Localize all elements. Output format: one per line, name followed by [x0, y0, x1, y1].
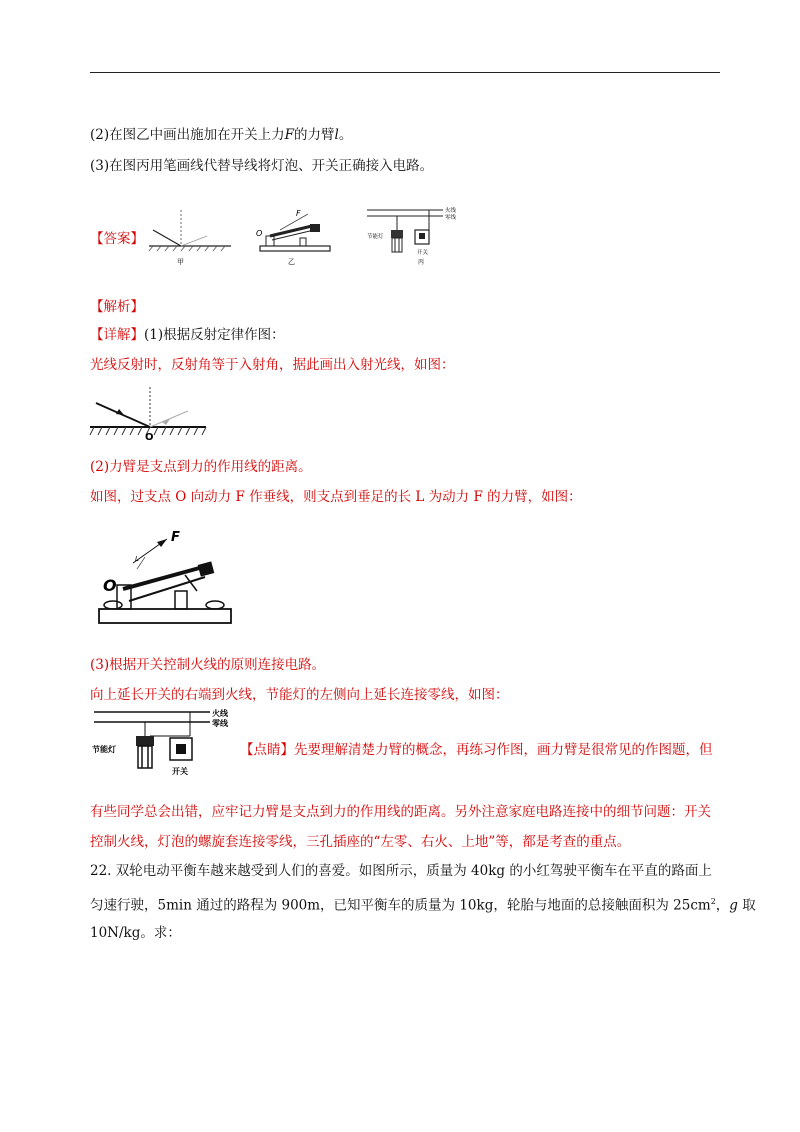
- lever-L-label: L: [135, 555, 139, 563]
- analysis-label: 【解析】: [90, 299, 144, 315]
- q22-area-exponent: 2: [710, 897, 716, 906]
- detail-2-explanation: 如图，过支点 O 向动力 F 作垂线，则支点到垂足的长 L 为动力 F 的力臂，如图：: [90, 489, 582, 505]
- answer-yi-caption: 乙: [288, 258, 295, 266]
- tip-text-1: 先要理解清楚力臂的概念，再练习作图，画力臂是很常见的作图题，但: [294, 742, 713, 758]
- detail-label: 【详解】: [90, 327, 144, 343]
- q2-text: (2)在图乙中画出施加在开关上力: [90, 127, 285, 143]
- question-part-3: (3)在图丙用笔画线代替导线将灯泡、开关正确接入电路。: [90, 158, 434, 174]
- q22-line-3: 10N/kg。求：: [90, 925, 181, 941]
- detail-3-explanation: 向上延长开关的右端到火线，节能灯的左侧向上延长连接零线，如图：: [90, 687, 509, 703]
- circuit-figure: [90, 706, 240, 782]
- detail-2-text: (2)力臂是支点到力的作用线的距离。: [90, 459, 312, 475]
- reflection-O-label: O: [145, 432, 154, 441]
- answer-figure-bing: [365, 204, 469, 268]
- answer-jia-caption: 甲: [177, 258, 184, 266]
- lever-F-label: F: [171, 530, 180, 545]
- circuit-switch-label: 开关: [172, 767, 188, 776]
- answer-yi-F: F: [296, 209, 301, 218]
- tip-label: 【点睛】: [240, 742, 294, 758]
- header-rule: [90, 72, 720, 73]
- circuit-huoxian-label: 火线: [212, 709, 228, 718]
- detail-1-text: (1)根据反射定律作图：: [144, 327, 285, 343]
- q2-var-l: l: [334, 127, 339, 143]
- lever-figure: [95, 525, 235, 627]
- answer-label: 【答案】: [90, 231, 144, 247]
- answer-bing-huoxian: 火线: [445, 208, 457, 214]
- tip-line-3: 控制火线，灯泡的螺旋套连接零线，三孔插座的“左零、右火、上地”等，都是考查的重点。: [90, 834, 631, 850]
- q22-var-g: g: [729, 897, 738, 914]
- detail-3-text: (3)根据开关控制火线的原则连接电路。: [90, 657, 326, 673]
- detail-1-explanation: 光线反射时，反射角等于入射角，据此画出入射光线，如图：: [90, 357, 455, 373]
- answer-bing-lamp-label: 节能灯: [367, 234, 384, 240]
- tip-line-1: [240, 741, 713, 759]
- tip-line-2: 有些同学总会出错，应牢记力臂是支点到力的作用线的距离。另外注意家庭电路连接中的细节问题：开关: [90, 804, 711, 820]
- q22-line-2-comma: ，: [715, 897, 730, 914]
- answer-figure-jia: [145, 206, 235, 268]
- answer-bing-switch-label: 开关: [417, 250, 429, 256]
- reflection-figure: [88, 385, 210, 441]
- q22-line-2: [90, 893, 756, 915]
- q2-text-end: 。: [338, 127, 353, 143]
- lever-O-label: O: [103, 576, 117, 595]
- answer-bing-caption: 丙: [418, 259, 425, 266]
- detail-1-line: [90, 326, 285, 344]
- q2-text-mid: 的力臂: [294, 127, 335, 143]
- q22-line-2-end: 取: [737, 897, 756, 914]
- circuit-lamp-label: 节能灯: [92, 745, 116, 754]
- q2-var-F: F: [284, 127, 294, 143]
- q22-line-2-text: 匀速行驶，5min 通过的路程为 900m，已知平衡车的质量为 10kg，轮胎与地面的总接触面积为 25cm: [90, 897, 711, 914]
- q22-line-1: 22. 双轮电动平衡车越来越受到人们的喜爱。如图所示，质量为 40kg 的小红驾驶平衡车在平直的路面上: [90, 863, 712, 879]
- answer-bing-lingxian: 零线: [445, 215, 457, 221]
- answer-figure-yi: [252, 206, 338, 268]
- answer-yi-O: O: [256, 229, 263, 238]
- circuit-lingxian-label: 零线: [212, 719, 228, 728]
- question-part-2: [90, 126, 352, 144]
